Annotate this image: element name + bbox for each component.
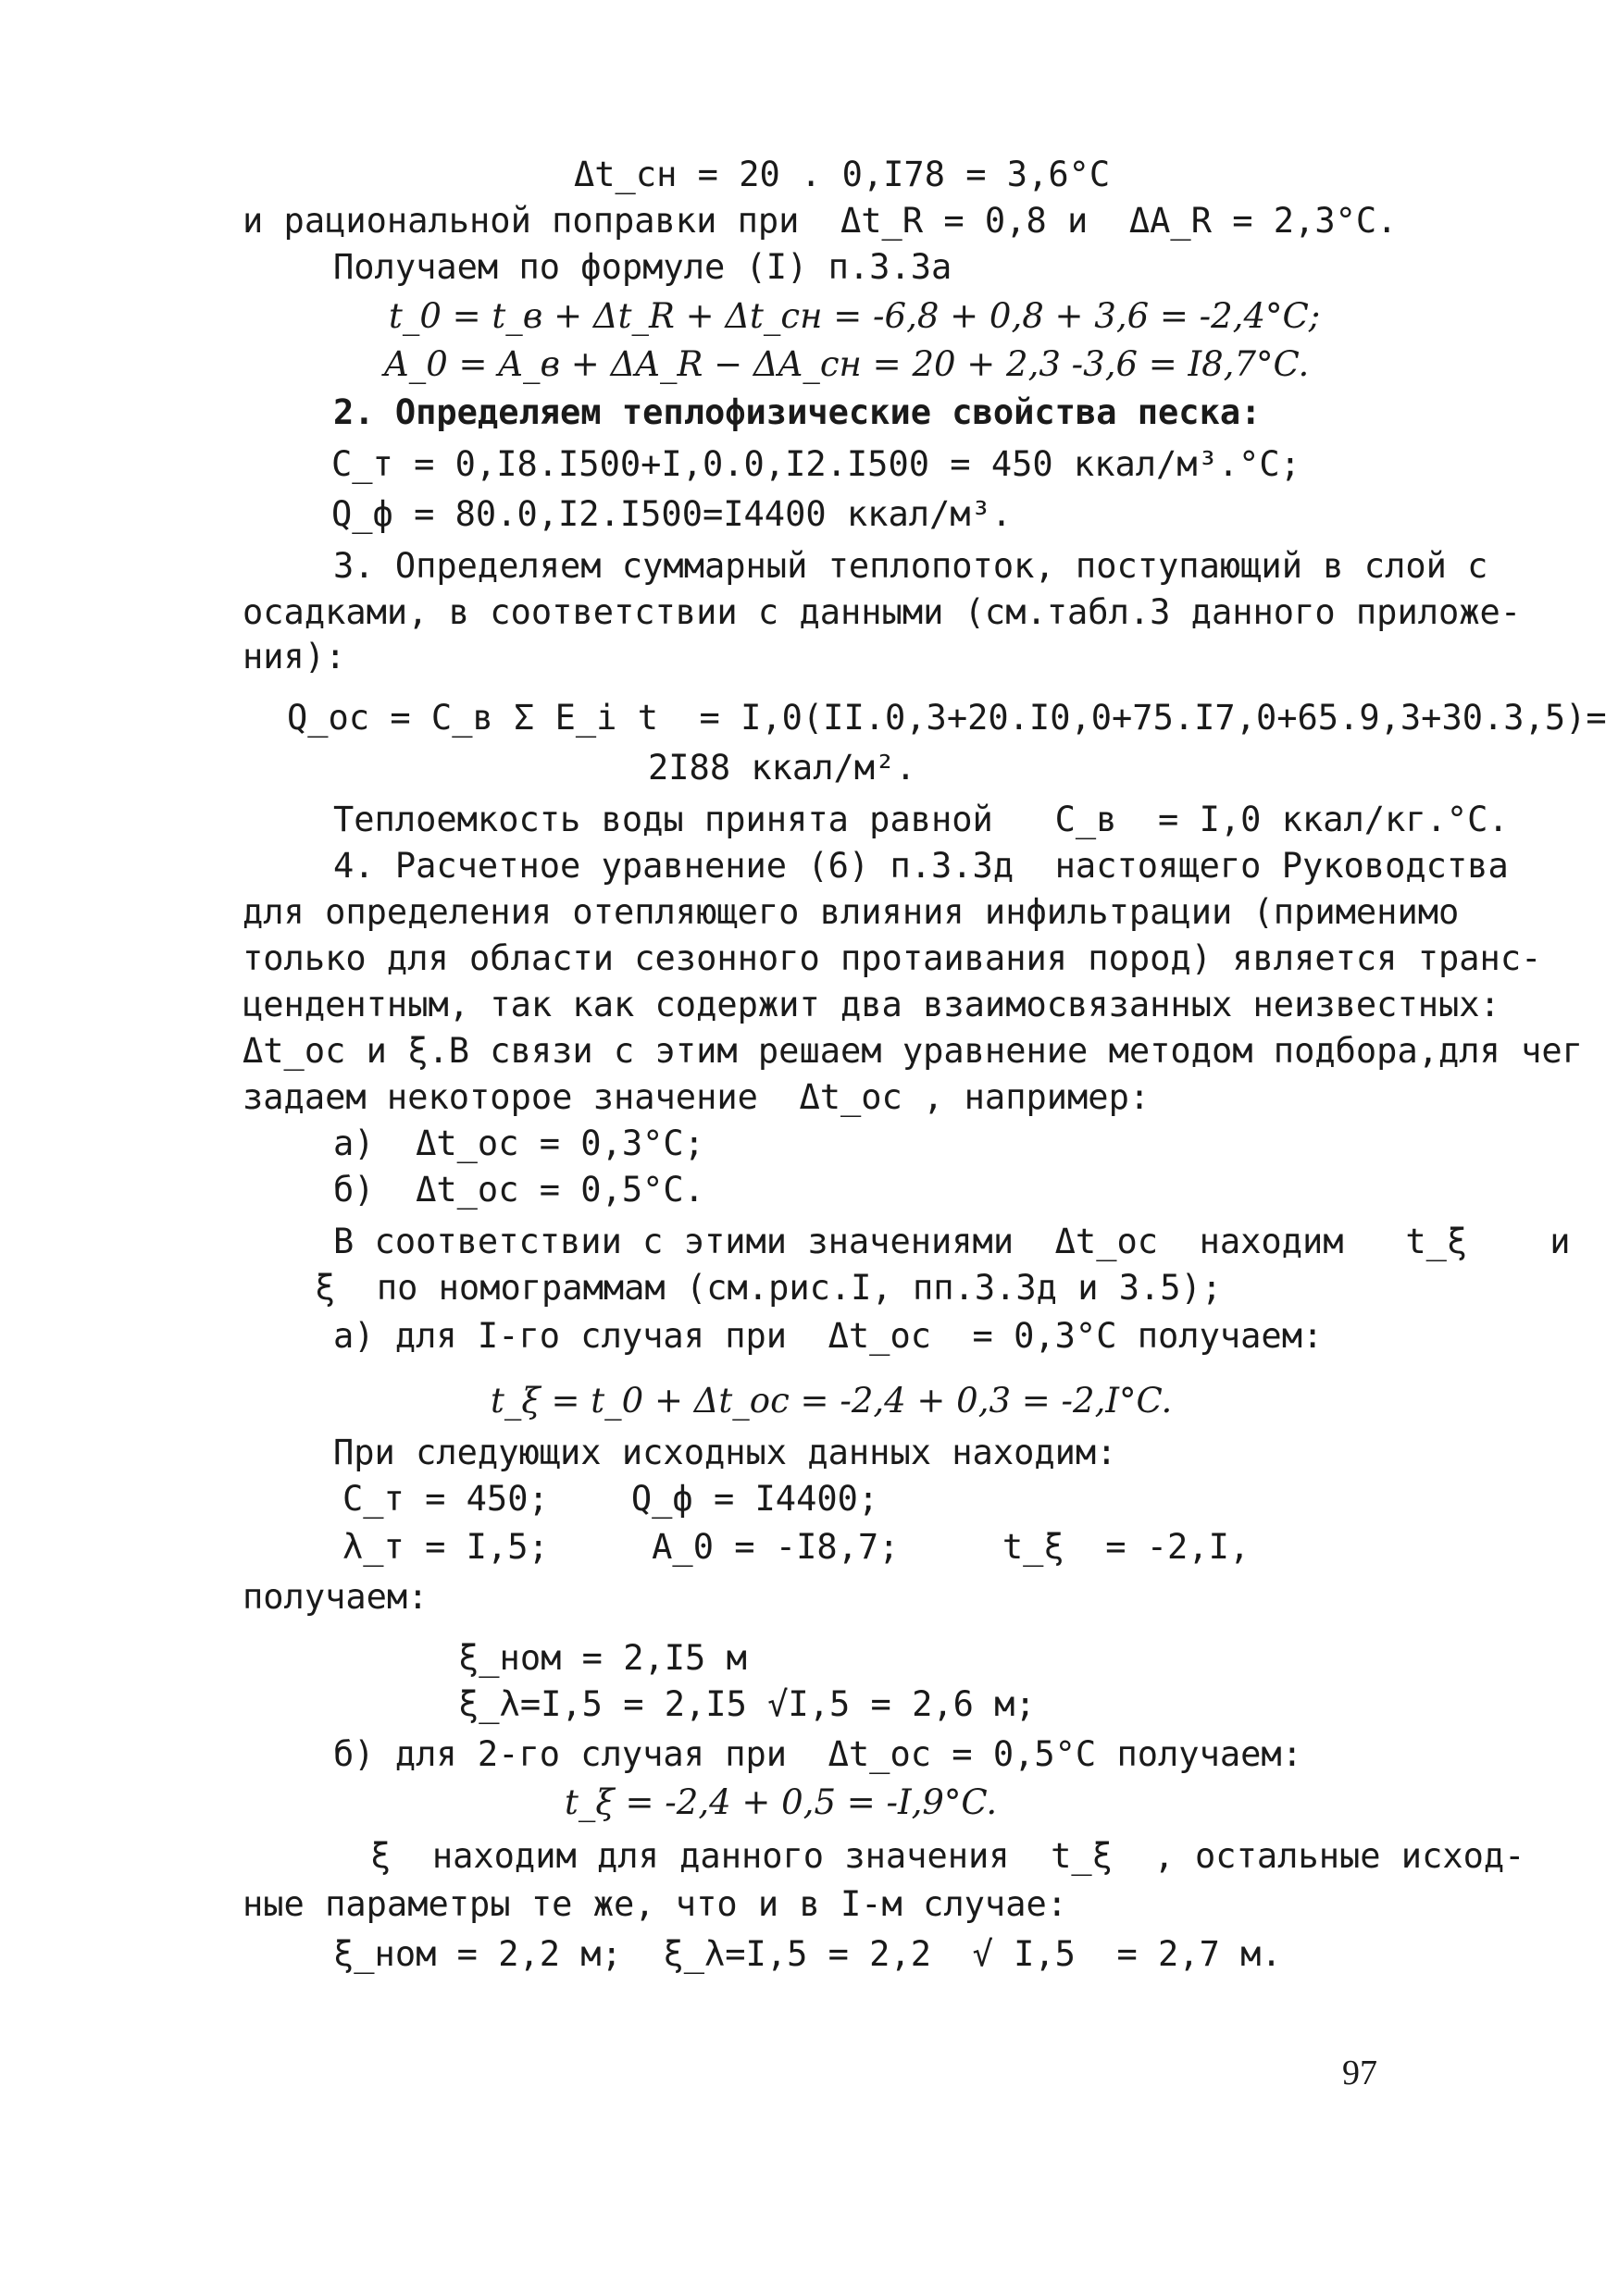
case-b: б) Δt_ос = 0,5°C. [333,1170,704,1210]
text-line: б) для 2-го случая при Δt_ос = 0,5°C получаем: [333,1734,1302,1774]
text-line: 4. Расчетное уравнение (6) п.3.3д настоящего Руководства [333,846,1509,886]
text-line: В соответствии с этими значениями Δt_ос находим t_ξ и [333,1222,1571,1261]
section-heading: 2. Определяем теплофизические свойства песка: [333,392,1262,432]
page-number: 97 [1342,2054,1377,2092]
text-line: 3. Определяем суммарный теплопоток, поступающий в слой с [333,546,1488,586]
eq-ct: C_т = 0,I8.I500+I,0.0,I2.I500 = 450 ккал/м³.°C; [331,444,1301,484]
text-line: ния): [243,637,346,676]
text-line: ξ по номограммам (см.рис.I, пп.3.3д и 3.5); [315,1268,1223,1308]
eq-t-xi-a: t_ξ = t_0 + Δt_ос = -2,4 + 0,3 = -2,I°C. [491,1381,1173,1421]
text-line: ные параметры те же, что и в I-м случае: [243,1884,1068,1924]
eq-xi-nom: ξ_ном = 2,I5 м [458,1638,747,1678]
text-line: осадками, в соответствии с данными (см.табл.3 данного приложе- [243,592,1522,632]
text-line: а) для I-го случая при Δt_ос = 0,3°C получаем: [333,1316,1324,1356]
eq-qf: Q_ф = 80.0,I2.I500=I4400 ккал/м³. [331,494,1013,534]
text-line: только для области сезонного протаивания пород) является транс- [243,938,1542,978]
text-line: и рациональной поправки при Δt_R = 0,8 и ΔA_R = 2,3°C. [243,201,1398,241]
param-line: C_т = 450; Q_ф = I4400; [342,1479,879,1519]
text-line: для определения отепляющего влияния инфильтрации (применимо [243,892,1460,932]
text-line: получаем: [243,1577,429,1617]
eq-delta-t-sn: Δt_сн = 20 . 0,I78 = 3,6°C [574,155,1111,194]
text-line: Получаем по формуле (I) п.3.3а [333,247,952,287]
param-line: λ_т = I,5; A_0 = -I8,7; t_ξ = -2,I, [342,1527,1251,1567]
eq-xi-lambda: ξ_λ=I,5 = 2,I5 √I,5 = 2,6 м; [458,1684,1036,1724]
eq-a0: A_0 = A_в + ΔA_R − ΔA_сн = 20 + 2,3 -3,6 = I8,7°C. [384,344,1310,384]
text-line: Теплоемкость воды принята равной C_в = I,0 ккал/кг.°C. [333,800,1509,839]
text-line: задаем некоторое значение Δt_ос , например: [243,1077,1151,1117]
text-line: цендентным, так как содержит два взаимосвязанных неизвестных: [243,985,1500,1024]
eq-t0: t_0 = t_в + Δt_R + Δt_сн = -6,8 + 0,8 + 3,6 = -2,4°C; [389,296,1321,336]
text-line: Δt_ос и ξ.В связи с этим решаем уравнение методом подбора,для чег [243,1031,1583,1071]
text-line: При следующих исходных данных находим: [333,1433,1117,1472]
eq-qos: Q_ос = C_в Σ E_i t = I,0(II.0,3+20.I0,0+75.I7,0+65.9,3+30.3,5)= [287,698,1607,738]
eq-qos-result: 2I88 ккал/м². [648,748,916,788]
case-a: а) Δt_ос = 0,3°C; [333,1123,704,1163]
text-line: ξ находим для данного значения t_ξ , остальные исход- [370,1836,1525,1876]
eq-t-xi-b: t_ξ = -2,4 + 0,5 = -I,9°C. [565,1782,998,1822]
eq-xi-final: ξ_ном = 2,2 м; ξ_λ=I,5 = 2,2 √ I,5 = 2,7 м. [333,1934,1282,1974]
